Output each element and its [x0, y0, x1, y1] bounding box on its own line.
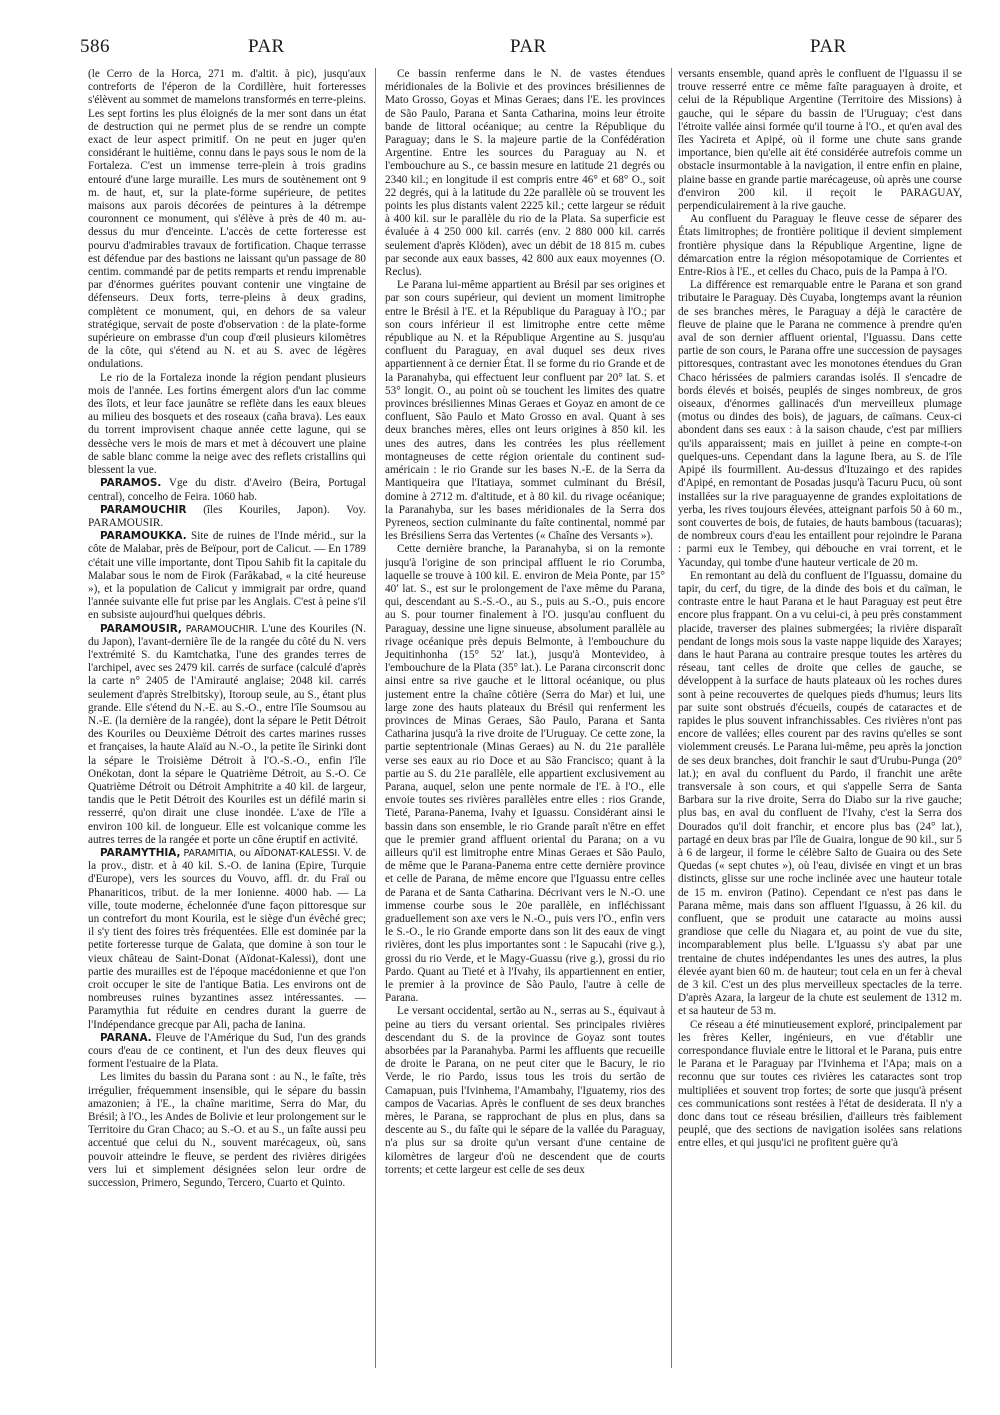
- entry-paramos: [88, 477, 366, 503]
- headword: PARAMOUCHIR: [100, 503, 187, 516]
- entry-text: Site de ruines de l'Inde mérid., sur la côte de Malabar, près de Beïpour, port de Calicut. — En 1789 c'était une ville importante, dont Tipou Sahib fit la capitale du Malabar sous le nom de Firok (Farâkabad, « la cité heureuse »), et la population de Calicut y immigrait par ordre, quand l'année suivante elle fut prise par les Anglais. C'est à peine s'il en subsiste aujourd'hui quelques débris.: [88, 530, 366, 622]
- paragraph: Le Parana lui-même appartient au Brésil par ses origines et par son cours supérieur, qui devient un moment limitrophe entre le Brésil à l'E. et la République du Paraguay à l'O.; par son cours inférieur il est limitrophe entre cette même république au N. et la République Argentine au S. jusqu'au confluent du Paraguay, en aval duquel ses deux rives appartiennent à ce dernier État. Il se forme du rio Grande et de la Paranahyba, qui effectuent leur confluent par 20° lat. S. et 53° longit. O., au point où se touchent les limites des quatre provinces brésiliennes Minas Geraes et Goyaz en amont de ce confluent, São Paulo et Mato Grosso en aval. Quant à ses deux branches mères, elles ont leurs origines à 850 kil. les unes des autres, dans les contrées les plus réellement montagneuses de cette région orientale du continent sud-américain : le rio Grande sur les bases N.-E. de la Serra da Mantiqueira que l'Itatiaya, sommet culminant du Brésil, domine à 2712 m. d'altitude, et à 80 kil. du rivage océanique; la Paranahyba, sur les bases méridionales de la Serra dos Pyreneos, section culminante du faîte continental, nommé par les Brésiliens Serra das Vertentes (« Chaîne des Versants »).: [385, 279, 665, 543]
- column-2: [385, 68, 665, 1368]
- entry-paramythia: [88, 847, 366, 1032]
- paragraph: En remontant au delà du confluent de l'Iguassu, domaine du tapir, du cerf, du tigre, de la dinde des bois et du caïman, le contraste entre le haut Parana et le haut Paraguay est peut être encore plus frappant. On a vu celui-ci, à peu près constamment placide, traverser des plaines submergées; la rivière disparaît pendant de longs mois sous la vaste nappe liquide des Xarayes; dans le haut Parana au contraire presque toutes les artères du réseau, tant celles de droite que celles de gauche, se développent à la surface de hauts plateaux où les roches dures sont à peine recouvertes de quelques pieds d'humus; leurs lits par suite sont obstrués d'écueils, coupés de cataractes et de rapides le plus souvent infranchissables. Ces rivières n'ont pas encore de vallées; elles courent par des ravins qu'elles se sont violemment creusés. Le Parana lui-même, peu après la jonction de ses deux branches, doit franchir le saut d'Urubu-Punga (20° lat.); en aval du confluent du Pardo, il franchit une arête transversale à son cours, et qui s'appelle Serra de Santa Barbara sur la rive droite, Serra do Diabo sur la rive gauche; plus bas, en aval du confluent de l'Ivahy, c'est la Serra dos Dourados qu'il doit franchir, et encore plus bas (24° lat.), partagé en deux bras par l'île de Guaira, longue de 90 kil., sur 5 à 6 de largeur, il forme le célèbre Salto de Guaira ou des Sete Quedas (« sept chutes »), où l'eau, divisée en vingt et un bras distincts, glisse sur une roche inclinée avec une hauteur totale de 15 m. environ (Patino). Cependant ce n'est pas dans le Parana même, mais dans son affluent l'Iguassu, à 26 kil. du confluent, que se produit une cataracte au moins aussi grandiose que celle du Niagara et, au point de vue du site, incomparablement plus belle. L'Iguassu s'y abat par une trentaine de chutes indépendantes les unes des autres, la plus élevée ayant bien 60 m. de hauteur; tout cela en un fer à cheval de 3 kil. C'est un des plus merveilleux spectacles de la terre. D'après Azara, la largeur de la chute est seulement de 1312 m. et sa hauteur de 53 m.: [678, 569, 962, 1018]
- headword-variant: PARAMITIA, ou AÏDONAT-KALESSI.: [183, 847, 341, 859]
- entry-parana: [88, 1032, 366, 1072]
- headword: PARAMOUKKA.: [100, 530, 187, 543]
- entry-paramoukka: [88, 530, 366, 622]
- headword: PARAMOUSIR,: [100, 622, 182, 635]
- entry-text: (îles Kouriles, Japon). Voy. PARAMOUSIR.: [88, 503, 366, 529]
- entry-text: Fleuve de l'Amérique du Sud, l'un des grands cours d'eau de ce continent, et l'un des deux fleuves qui forment l'estuaire de la Plata.: [88, 1031, 366, 1071]
- column-divider-2: [671, 68, 672, 1368]
- page-number: 586: [80, 36, 110, 57]
- headword: PARAMYTHIA,: [100, 846, 181, 859]
- entry-text: V. de la prov., distr. et à 40 kil. S.-O. de Ianina (Epire, Turquie d'Europe), vers les sources du Vouvo, affl. dr. du Fraï ou Phanariticos, tribut. de la mer Ionienne. 4000 hab. — La ville, toute moderne, échelonnée d'une façon pittoresque sur un contrefort du mont Kourila, est le siège d'un évêché grec; il s'y tient des foires très fréquentées. Elle est dominée par la petite forteresse turque de Galata, que domine à son tour le vieux château de Saint-Donat (Aïdonat-Kalessi), dont une partie des murailles est de l'époque macédonienne et que l'on croit occuper le site de l'antique Batia. Les environs ont de nombreuses ruines byzantines assez intéressantes. — Paramythia fut réduite en cendres durant la guerre de l'Indépendance grecque par Ali, pacha de Ianina.: [88, 846, 366, 1031]
- header-right: PAR: [810, 36, 847, 57]
- paragraph: Au confluent du Paraguay le fleuve cesse de séparer des États limitrophes; de frontière politique il devient simplement frontière physique dans la République Argentine, ligne de démarcation entre la région mésopotamique de Corrientes et Entre-Rios à l'E., et celles du Chaco, puis de la Pampa à l'O.: [678, 213, 962, 279]
- paragraph: Ce bassin renferme dans le N. de vastes étendues méridionales de la Bolivie et des provinces brésiliennes de Mato Grosso, Goyas et Minas Geraes; dans l'E. les provinces de São Paulo, Parana et Santa Catharina, moins leur étroite bande de littoral océanique; au centre la République du Paraguay; dans le S. la majeure partie de la Confédération Argentine. Entre les sources du Paraguay au N. et l'embouchure au S., ce bassin mesure en latitude 21 degrés ou 2340 kil.; en longitude il est compris entre 46° et 68° O., soit 22 degrés, qui à la latitude du 22e parallèle où se trouvent les points les plus distants valent 2225 kil.; cette largeur se réduit à 400 kil. sur le parallèle du rio de la Plata. Sa superficie est évaluée à 4 250 000 kil. carrés (env. 2 880 000 kil. carrés seulement d'après Klöden), avec un débit de 18 815 m. cubes par seconde aux eaux basses, 42 800 aux eaux moyennes (O. Reclus).: [385, 68, 665, 279]
- paragraph: Les limites du bassin du Parana sont : au N., le faîte, très irrégulier, fréquemment insensible, qui le sépare du bassin amazonien; à l'E., la chaîne maritime, Serra do Mar, du Brésil; à l'O., les Andes de Bolivie et leur prolongement sur le Territoire du Gran Chaco; au S.-O. et au S., un faîte aussi peu accentué que celui du N., souvent marécageux, où, sans pouvoir atteindre le fleuve, se perdent des rivières dirigées vers lui et simplement désignées selon leur ordre de succession, Primero, Segundo, Tercero, Cuarto et Quinto.: [88, 1071, 366, 1190]
- column-1: [88, 68, 366, 1368]
- column-divider-1: [375, 68, 376, 1368]
- paragraph: La différence est remarquable entre le Parana et son grand tributaire le Paraguay. Dès Cuyaba, longtemps avant la réunion de ses branches mères, le Paraguay a déjà le caractère de fleuve de plaine que le Parana ne commence à prendre qu'en aval de son dernier affluent oriental, l'Iguassu. Dans cette partie de son cours, le Parana offre une succession de paysages pittoresques, contrastant avec les monotones étendues du Gran Chaco hérissées de palmiers carandas isolés. Il s'encadre de bords élevés et boisés, peuplés de singes nombreux, de gros oiseaux, d'énormes gallinacés d'un merveilleux plumage (motus ou dindes des bois), de jaguars, de caïmans. Ceux-ci abondent dans ses eaux : à la saison chaude, c'est par milliers qu'ils apparaissent; mais en juillet à peine en compte-t-on quelques-uns. Cependant dans la lagune Ibera, au S. de l'île Apipé ils fourmillent. Au-dessus d'Ituzaingo et des rapides d'Apipé, en remontant de Posadas jusqu'à Tacuru Pucu, où sont installées sur la rive paraguayenne de grandes exploitations de yerba, les rives toujours élevées, atteignant parfois 50 à 60 m., sont couvertes de bois, de futaies, de hauts bambous (tacuaras); de nombreux cours d'eau les entaillent pour rejoindre le Parana : parmi eux le Tembey, qui débouche en vrai torrent, et le Yacunday, qui tombe d'une hauteur verticale de 20 m.: [678, 279, 962, 569]
- paragraph: (le Cerro de la Horca, 271 m. d'altit. à pic), jusqu'aux contreforts de l'éperon de la Cordillère, huit forteresses s'élèvent au sommet de mamelons transformés en terre-pleins. Les sept fortins les plus éloignés de la mer sont dans un état de destruction qui ne permet plus de se rendre un compte exact de leur aspect primitif. On ne peut en juger qu'en considérant le huitième, connu dans le pays sous le nom de la Fortaleza. C'est un immense terre-plein à trois gradins entouré d'une large muraille. Les murs de soutènement ont 9 m. de haut, et, sur la plate-forme supérieure, de petites maisons aux parois décorées de peintures à la détrempe couronnent ce monument, qui s'élève à près de 40 m. au-dessus du mur d'enceinte. L'accès de cette forteresse est pourvu d'admirables travaux de fortification. Chaque terrasse est défendue par des bastions ne laissant qu'un passage de 80 centim. commandé par de petits remparts et rendu imprenable par d'énormes guérites pouvant contenir une vingtaine de défenseurs. Deux forts, terre-pleins à deux gradins, complètent ce monument, qui, en dehors de sa valeur stratégique, servait de poste d'observation : de la plate-forme supérieure on embrasse d'un coup d'œil plusieurs kilomètres de la côte, qui s'étend au N. et au S. avec de légères ondulations.: [88, 68, 366, 371]
- running-header: [80, 36, 920, 62]
- column-3: [678, 68, 962, 1368]
- entry-paramouchir: [88, 504, 366, 530]
- entry-text: L'une des Kouriles (N. du Japon), l'avant-dernière île de la rangée du côté du N. vers l'extrémité S. du Kamtchatka, l'une des grandes terres de l'archipel, avec ses 2479 kil. carrés de surface (calculé d'après la carte n° 2405 de l'Amirauté anglaise; 2048 kil. carrés seulement d'après Strelbitsky), Itoroup seule, au S., étant plus grande. Elle s'étend du N.-E. au S.-O., entre l'île Soumsou au N.-E. (la dernière de la rangée), dont la sépare le Petit Détroit des Kouriles ou Deuxième Détroit des cartes marines russes et françaises, la haute Alaïd au N.-O., la petite île Sirinki dont la sépare le Troisième Détroit à l'O.-S.-O., enfin l'île Onékotan, dont la sépare le Quatrième Détroit, au S.-O. Ce Quatrième Détroit ou Détroit Amphitrite a 40 kil. de largeur, tandis que le Petit Détroit des Kouriles est un défilé marin si resserré, qu'on dirait une cluse inondée. L'axe de l'île a environ 100 kil. de longueur. Elle est volcanique comme les autres terres de la rangée et porte un cône éruptif en activité.: [88, 622, 366, 846]
- entry-text: Vge du distr. d'Aveiro (Beira, Portugal central), concelho de Feira. 1060 hab.: [88, 477, 366, 503]
- paragraph: Ce réseau a été minutieusement exploré, principalement par les frères Keller, ingénieurs, en vue d'établir une correspondance fluviale entre le littoral et le Parana, puis entre le Parana et le Paraguay par l'Ivinhema et l'Apa; mais on a reconnu que sur toutes ces rivières les cataractes sont trop multipliées et souvent trop fortes; de sorte que jusqu'à présent ces communications sont restées à l'état de desiderata. Il n'y a donc dans tout ce réseau brésilien, d'ailleurs très faiblement peuplé, que des sections de navigation isolées sans relations entre elles, et qui jusqu'ici ne profitent guère qu'à: [678, 1018, 962, 1150]
- paragraph: Le versant occidental, sertão au N., serras au S., équivaut à peine au tiers du versant oriental. Ses principales rivières descendant du S. de la province de Goyaz sont toutes absorbées par la Paranahyba. Parmi les affluents que recueille de droite le Parana, on ne peut citer que le Bacury, le rio Verde, le rio Pardo, issus tous les trois du sertão de Camapuan, puis l'Ivinhema, l'Amambahy, l'Iguatemy, rios des campos de Vacarias. Après le confluent de ses deux branches mères, le Parana, se rapprochant de plus en plus, dans sa descente au S., du faîte qui le sépare de la vallée du Paraguay, n'a plus sur sa droite qu'un versant d'une centaine de kilomètres de largeur d'où ne descendent que de courts torrents; et cette largeur est celle de ses deux: [385, 1005, 665, 1176]
- header-left: PAR: [248, 36, 285, 57]
- headword-variant: PARAMOUCHIR.: [185, 623, 258, 635]
- headword: PARANA.: [100, 1031, 152, 1044]
- paragraph: Le rio de la Fortaleza inonde la région pendant plusieurs mois de l'année. Les fortins émergent alors d'un lac comme des îlots, et leur face jaunâtre se reflète dans les eaux bleues au milieu des bosquets et des roseaux (caña brava). Les eaux du torrent improvisent chaque année cette lagune, qui se dessèche vers le mois de mars et met à découvert une plaine de sable blanc comme la neige avec des reflets cristallins qui blessent la vue.: [88, 371, 366, 477]
- header-center: PAR: [510, 36, 547, 57]
- paragraph: Cette dernière branche, la Paranahyba, si on la remonte jusqu'à l'origine de son principal affluent le rio Corumba, laquelle se trouve à 100 kil. E. environ de Meia Ponte, par 15° 40′ lat. S., est sur le prolongement de l'axe même du Parana, qui, descendant au S.-S.-O., au S., puis au S.-O., puis encore au S. pour tourner finalement à l'O. jusqu'au confluent du Paraguay, dessine une ligne sinueuse, absolument parallèle au rivage océanique près depuis Belmonte, à l'embouchure du Jequitinhonha (15° 52′ lat.), jusqu'à Montevideo, à l'embouchure de la Plata (35° lat.). Le Parana circonscrit donc ainsi entre sa rive gauche et le littoral océanique, ou plus justement entre la chaîne côtière (Serra do Mar) et lui, une large zone des hauts plateaux du Brésil qui renferment les provinces de Minas Geraes, São Paulo, Parana et Santa Catharina jusqu'à la rive droite de l'Uruguay. Ce cette zone, la partie septentrionale (Minas Geraes) au N. du 21e parallèle verse ses eaux au rio Doce et au São Francisco; quant à la partie au S. du 21e parallèle, elle appartient exclusivement au Parana, auquel, selon une pente normale de l'E. à l'O., elle envoie toutes ses rivières parallèles entre elles : rios Grande, Tieté, Parana-Panema, Ivahy et Iguassu. Considérant ainsi le bassin dans son ensemble, le rio Grande paraît n'être en effet que le premier grand affluent oriental du Parana; on a vu ailleurs qu'il est limitrophe entre Minas Geraes et São Paulo, de même que le Parana-Panema entre cette dernière province et celle de Parana, de même encore que l'Iguassu entre celles de Parana et de Santa Catharina. Décrivant vers le N.-O. une immense courbe sous le 20e parallèle, en infléchissant graduellement son axe vers le N.-O., puis vers l'O., enfin vers le S.-O., le rio Grande emporte dans son lit des eaux de vingt rivières, dont les plus importantes sont : le Sapucahi (rive g.), grossi du rio Verde, et le Magy-Guassu (rive g.), grossi du rio Pardo. Quant au Tieté et à l'Ivahy, ils appartiennent en entier, le premier à la province de São Paulo, l'autre à celle de Parana.: [385, 543, 665, 1005]
- paragraph: versants ensemble, quand après le confluent de l'Iguassu il se trouve resserré entre ce même faîte paraguayen à droite, et celui de la République Argentine (Territoire des Missions) à gauche, qui le sépare du bassin de l'Uruguay; c'est dans l'étroite vallée ainsi formée qu'il tourne à l'O., et qu'en aval des îles Yacireta et Apipé, où il forme une chute sans grande importance, bien qu'elle ait été considérée autrefois comme un obstacle insurmontable à la navigation, il entre enfin en plaine, plaine basse en grande partie marécageuse, où après une course d'environ 200 kil. il reçoit le PARAGUAY, perpendiculairement à la rive gauche.: [678, 68, 962, 213]
- entry-paramousir: [88, 623, 366, 847]
- headword: PARAMOS.: [100, 477, 162, 490]
